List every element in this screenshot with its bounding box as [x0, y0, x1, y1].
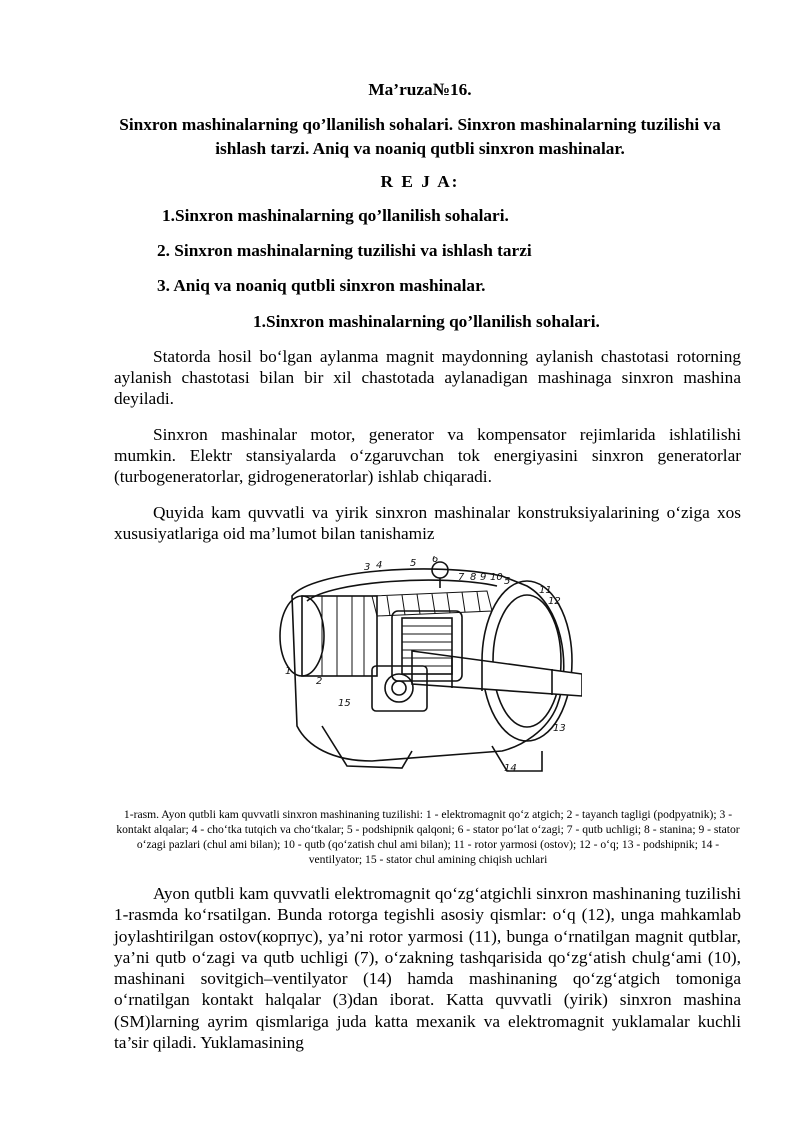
plan-item-2: 2. Sinxron mashinalarning tuzilishi va ishlash tarzi [157, 241, 532, 260]
svg-text:1: 1 [285, 666, 292, 677]
svg-text:3: 3 [364, 562, 371, 573]
svg-text:14: 14 [504, 763, 517, 774]
paragraph-2: Sinxron mashinalar motor, generator va kompensator rejimlarida ishlatilishi mumkin. Elektr stansiyalarda o‘zgaruvchan tok energiyasini sinxron generatorlar (turbogeneratorlar, gidrogeneratorlar) ishlab chiqaradi. [114, 425, 741, 486]
svg-text:13: 13 [553, 723, 566, 734]
figure-caption: 1-rasm. Ayon qutbli kam quvvatli sinxron mashinaning tuzilishi: 1 - elektromagnit qo‘z atgich; 2 - tayanch tagligi (podpyatnik); 3 - kontakt alqalar; 4 - cho‘tka tutqich va cho‘tkalar; 5 - podshipnik qalqoni; 6 - stator po‘lat o‘zagi; 7 - qutb uchligi; 8 - stanina; 9 - stator o‘zagi pazlari (chul ami bilan); 10 - qutb (qo‘zatish chul ami bilan); 11 - rotor yarmosi (ostov); 12 - o‘q; 13 - podshipnik; 14 - ventilyator; 15 - stator chul amining chiqish uchlari [116, 808, 740, 866]
svg-text:7: 7 [458, 572, 465, 583]
plan-heading: R E J A: [380, 172, 460, 191]
svg-text:6: 6 [432, 556, 439, 565]
svg-text:2: 2 [316, 676, 323, 687]
paragraph-4: Ayon qutbli kam quvvatli elektromagnit qo‘zg‘atgichli sinxron mashinaning tuzilishi 1-rasmda ko‘rsatilgan. Bunda rotorga tegishli asosiy qismlar: o‘q (12), unga mahkamlab joylashtirilgan ostov(корпус), ya’ni rotor yarmosi (11), bunga o‘rnatilgan magnit qutblar, ya’ni qutb o‘zagi va qutb uchligi (7), o‘zakning tashqarisida qo‘zg‘atish chulg‘ami (10), mashinani sovitgich–ventilyator (14) hamda mashinaning qo‘zg‘atgich tomoniga o‘rnatilgan kontakt halqalar (3)dan iborat. Katta quvvatli (yirik) sinxron mashina (SM)larning ayrim qismlariga juda katta mexanik va elektromagnit yuklamalar kuchli ta’sir qiladi. Yuklamasining [114, 884, 741, 1053]
svg-text:12: 12 [548, 596, 561, 607]
paragraph-3: Quyida kam quvvatli va yirik sinxron mashinalar konstruksiyalarining o‘ziga xos xususiyatlariga oid ma’lumot bilan tanishamiz [114, 503, 741, 543]
svg-text:15: 15 [338, 698, 351, 709]
svg-text:9: 9 [480, 572, 487, 583]
section-heading: 1.Sinxron mashinalarning qo’llanilish sohalari. [253, 312, 600, 331]
plan-item-3: 3. Aniq va noaniq qutbli sinxron mashinalar. [157, 276, 486, 295]
svg-text:10: 10 [490, 572, 503, 583]
svg-text:11: 11 [539, 585, 552, 596]
plan-item-1: 1.Sinxron mashinalarning qo’llanilish sohalari. [162, 206, 509, 225]
paragraph-1: Statorda hosil bo‘lgan aylanma magnit maydonning aylanish chastotasi rotorning aylanish chastotasi bilan bir xil chastotada aylanadigan mashinaga sinxron mashina deyiladi. [114, 347, 741, 408]
lecture-number: Ma’ruza№16. [368, 80, 472, 99]
synchronous-machine-drawing [252, 556, 582, 786]
svg-text:4: 4 [376, 560, 383, 571]
svg-text:5: 5 [504, 576, 511, 587]
machine-illustration [252, 556, 582, 786]
svg-text:8: 8 [470, 572, 477, 583]
lecture-title: Sinxron mashinalarning qo’llanilish sohalari. Sinxron mashinalarning tuzilishi va ishlash tarzi. Aniq va noaniq qutbli sinxron mashinalar. [119, 115, 721, 158]
svg-text:5: 5 [410, 558, 417, 569]
